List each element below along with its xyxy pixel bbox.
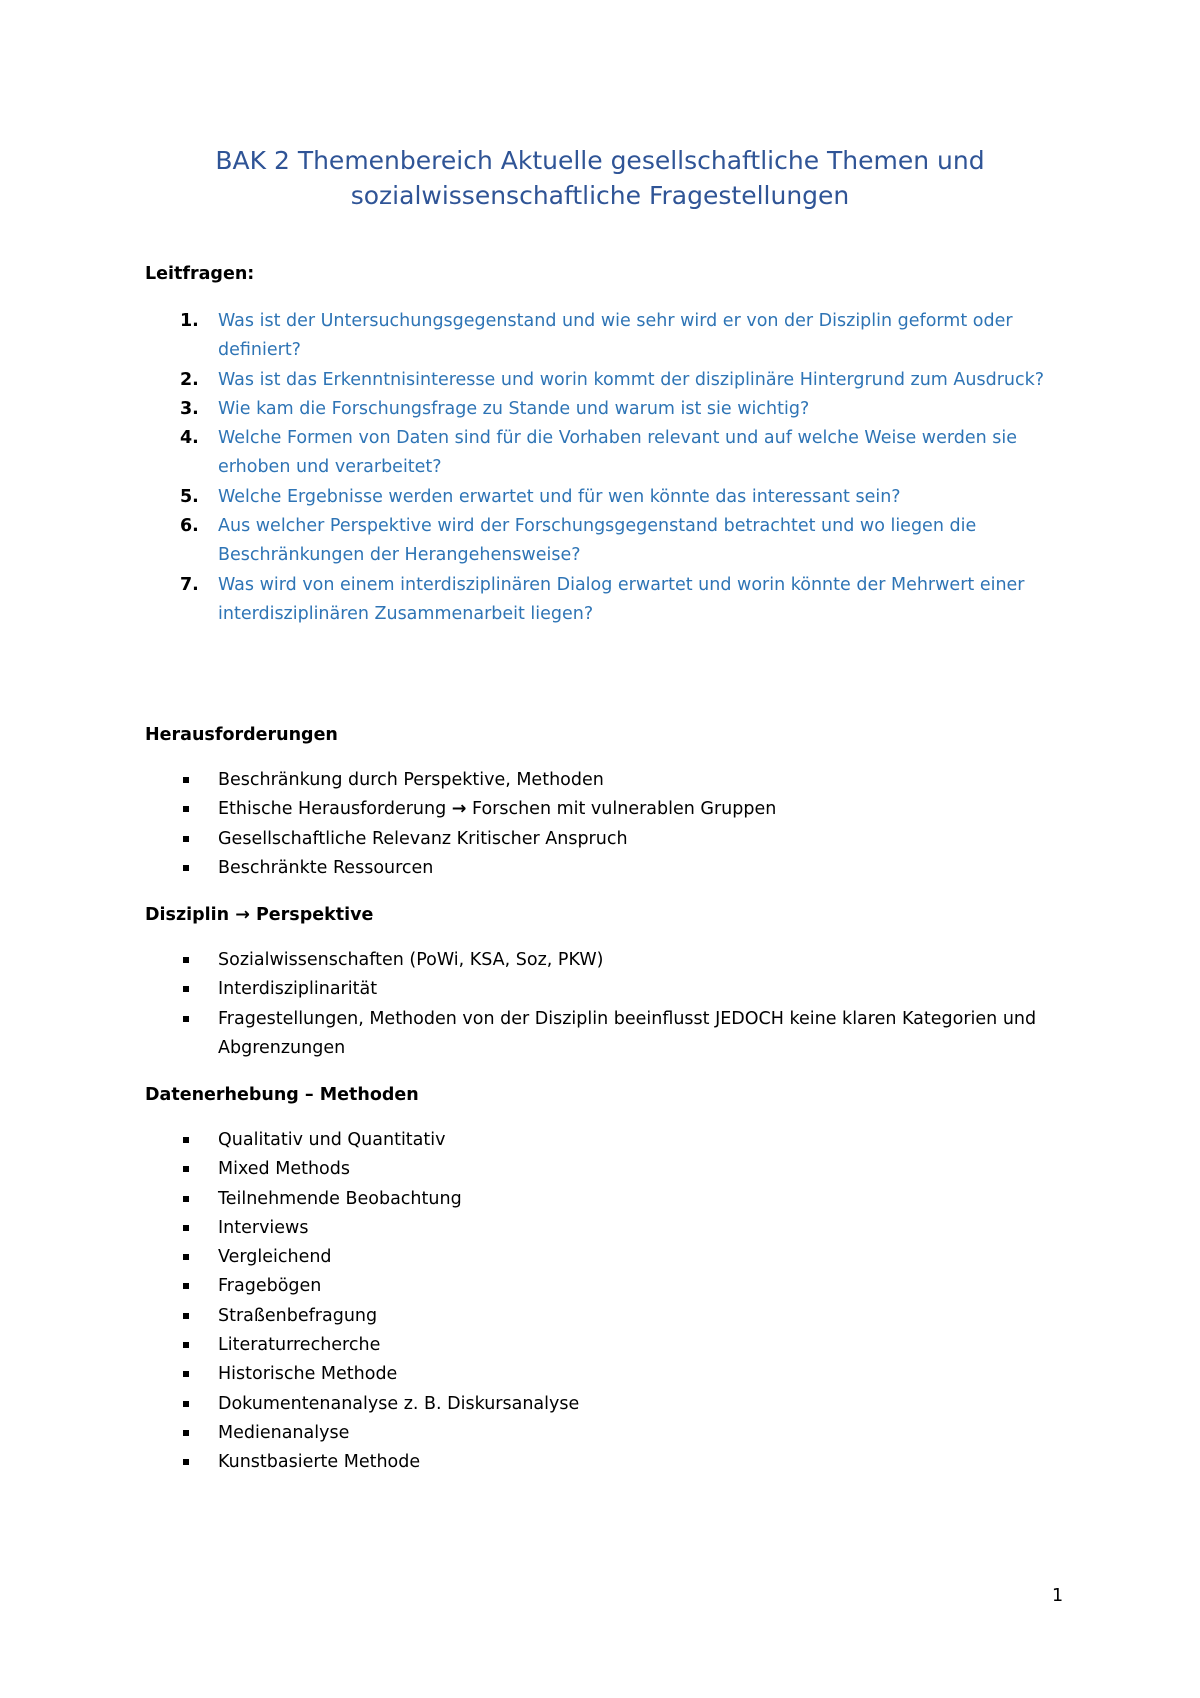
list-item <box>145 395 1065 424</box>
bullet-square-icon <box>183 1401 189 1407</box>
arrow-right-icon: → <box>235 905 250 925</box>
question-text: Welche Ergebnisse werden erwartet und für wen könnte das interessant sein? <box>218 486 901 507</box>
disziplin-list <box>145 946 1065 1063</box>
title-line-2: sozialwissenschaftliche Fragestellungen <box>350 181 850 210</box>
list-item <box>145 1185 1065 1214</box>
list-item <box>145 1214 1065 1243</box>
list-item <box>145 1272 1065 1301</box>
list-item <box>145 1448 1065 1477</box>
item-text: Sozialwissenschaften (PoWi, KSA, Soz, PKW) <box>218 950 604 970</box>
bullet-square-icon <box>183 1459 189 1465</box>
item-text: Straßenbefragung <box>218 1305 378 1326</box>
list-number: 6. <box>180 516 199 537</box>
item-text: Medienanalyse <box>218 1422 350 1443</box>
bullet-square-icon <box>183 1166 189 1172</box>
datenerhebung-heading: Datenerhebung – Methoden <box>145 1085 419 1105</box>
bullet-square-icon <box>183 865 189 871</box>
list-item <box>145 766 1065 795</box>
item-text: Beschränkung durch Perspektive, Methoden <box>218 770 604 790</box>
bullet-square-icon <box>183 1225 189 1231</box>
bullet-square-icon <box>183 1016 189 1022</box>
list-item <box>145 795 1065 824</box>
list-item <box>145 975 1065 1004</box>
bullet-square-icon <box>183 1196 189 1202</box>
question-text: Was ist das Erkenntnisinteresse und worin kommt der disziplinäre Hintergrund zum Ausdruck? <box>218 369 1045 390</box>
bullet-square-icon <box>183 777 189 783</box>
item-text: Mixed Methods <box>218 1159 350 1180</box>
item-text: Ethische Herausforderung <box>218 799 452 820</box>
list-item <box>145 307 1065 366</box>
question-text: Was wird von einem interdisziplinären Dialog erwartet und worin könnte der Mehrwert einer interdisziplinären Zusammenarbeit liegen? <box>218 574 1025 624</box>
item-text: Gesellschaftliche Relevanz Kritischer Anspruch <box>218 828 628 849</box>
list-item <box>145 946 1065 975</box>
item-text: Teilnehmende Beobachtung <box>218 1188 462 1209</box>
question-text: Was ist der Untersuchungsgegenstand und wie sehr wird er von der Disziplin geformt oder definiert? <box>218 311 1013 361</box>
item-text: Kunstbasierte Methode <box>218 1452 421 1473</box>
disziplin-heading <box>145 903 373 927</box>
list-number: 1. <box>180 311 199 331</box>
datenerhebung-list <box>145 1126 1065 1478</box>
item-text: Fragestellungen, Methoden von der Disziplin beeinflusst JEDOCH keine klaren Kategorien und Abgrenzungen <box>218 1008 1037 1058</box>
list-item <box>145 1302 1065 1331</box>
item-text: Forschen mit vulnerablen Gruppen <box>466 799 777 820</box>
list-number: 3. <box>180 398 199 419</box>
list-number: 2. <box>180 369 199 390</box>
list-number: 4. <box>180 428 199 449</box>
list-number: 5. <box>180 486 199 507</box>
question-text: Aus welcher Perspektive wird der Forschungsgegenstand betrachtet und wo liegen die Beschränkungen der Herangehensweise? <box>218 516 977 566</box>
question-text: Welche Formen von Daten sind für die Vorhaben relevant und auf welche Weise werden sie erhoben und verarbeitet? <box>218 428 1018 478</box>
heading-text: Disziplin <box>145 905 236 925</box>
bullet-square-icon <box>183 957 189 963</box>
list-item <box>145 1243 1065 1272</box>
list-item <box>145 1360 1065 1389</box>
item-text: Fragebögen <box>218 1276 322 1297</box>
item-text: Historische Methode <box>218 1364 398 1385</box>
list-item <box>145 366 1065 395</box>
list-item <box>145 825 1065 854</box>
bullet-square-icon <box>183 1254 189 1260</box>
arrow-right-icon: → <box>451 799 467 820</box>
list-item <box>145 1331 1065 1360</box>
leitfragen-heading: Leitfragen: <box>145 264 255 284</box>
title-line-1: BAK 2 Themenbereich Aktuelle gesellschaftliche Themen und <box>215 146 985 175</box>
item-text: Literaturrecherche <box>218 1335 381 1356</box>
item-text: Qualitativ und Quantitativ <box>218 1130 446 1150</box>
list-item <box>145 854 1065 883</box>
bullet-square-icon <box>183 986 189 992</box>
item-text: Vergleichend <box>218 1247 332 1268</box>
item-text: Dokumentenanalyse z. B. Diskursanalyse <box>218 1393 580 1414</box>
leitfragen-list <box>145 307 1065 629</box>
list-item <box>145 483 1065 512</box>
list-item <box>145 1390 1065 1419</box>
list-item <box>145 1419 1065 1448</box>
list-item <box>145 1005 1065 1064</box>
bullet-square-icon <box>183 1313 189 1319</box>
document-title <box>145 143 1055 213</box>
item-text: Interviews <box>218 1217 309 1238</box>
list-item <box>145 512 1065 571</box>
question-text: Wie kam die Forschungsfrage zu Stande und warum ist sie wichtig? <box>218 398 810 419</box>
bullet-square-icon <box>183 1430 189 1436</box>
list-item <box>145 1126 1065 1155</box>
bullet-square-icon <box>183 1137 189 1143</box>
list-item <box>145 424 1065 483</box>
herausforderungen-heading: Herausforderungen <box>145 725 338 745</box>
list-item <box>145 1155 1065 1184</box>
item-text: Beschränkte Ressourcen <box>218 857 434 878</box>
bullet-square-icon <box>183 1342 189 1348</box>
bullet-square-icon <box>183 1283 189 1289</box>
item-text: Interdisziplinarität <box>218 979 378 1000</box>
bullet-square-icon <box>183 836 189 842</box>
heading-text: Perspektive <box>249 905 374 925</box>
list-number: 7. <box>180 574 199 595</box>
page-number: 1 <box>1052 1586 1064 1606</box>
list-item <box>145 571 1065 630</box>
bullet-square-icon <box>183 1371 189 1377</box>
herausforderungen-list <box>145 766 1065 883</box>
bullet-square-icon <box>183 806 189 812</box>
